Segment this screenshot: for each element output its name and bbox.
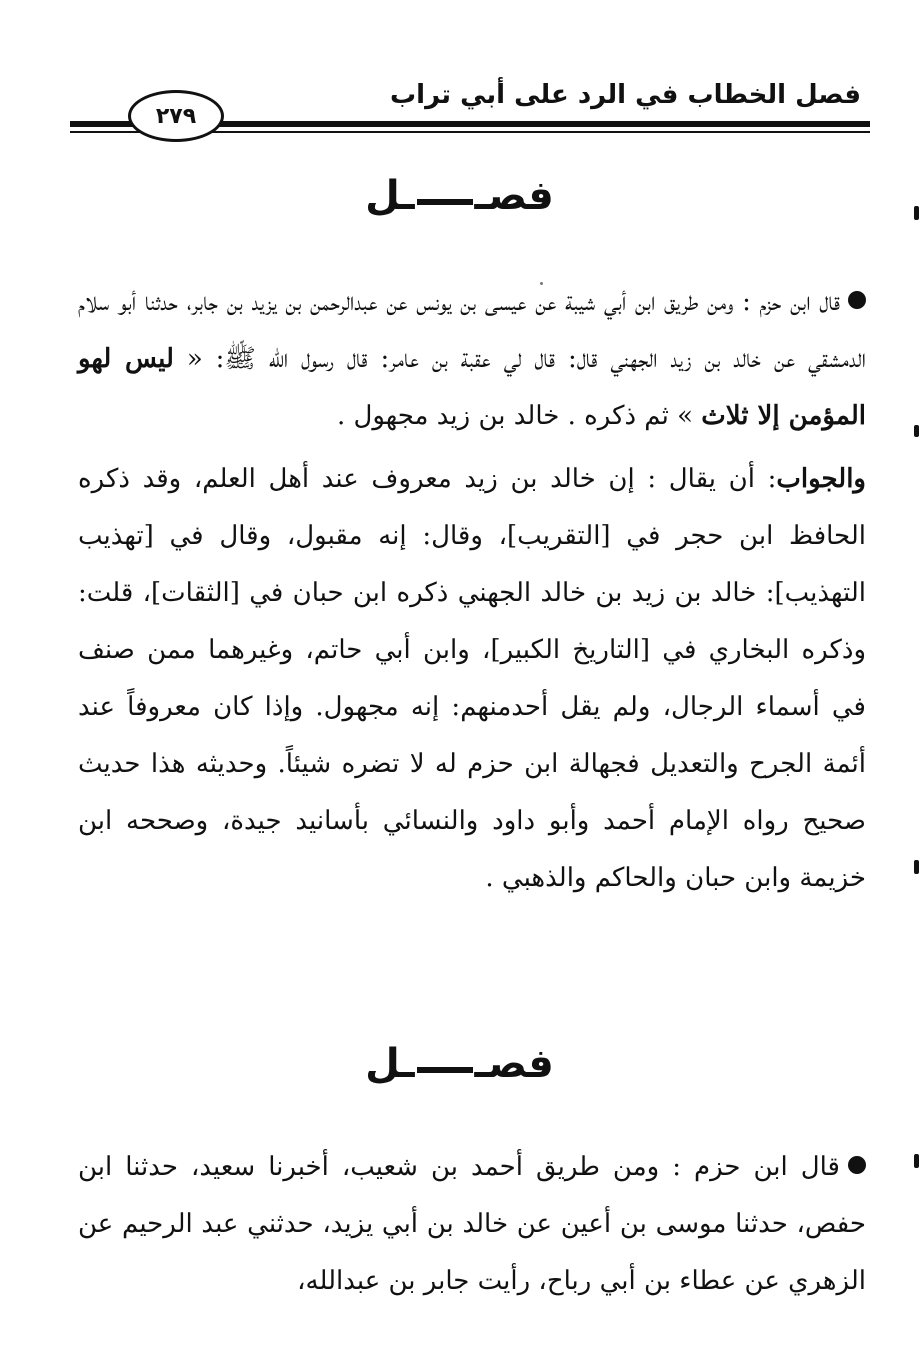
text-run: » ثم ذكره . خالد بن زيد مجهول .: [336, 401, 702, 431]
paragraph: [78, 274, 866, 445]
paragraph: [78, 1139, 866, 1310]
answer-label: والجواب: [776, 464, 866, 494]
section-heading-end: ـل: [365, 1041, 415, 1087]
hadith-text: ليس لهو المؤمن إلا ثلاث: [78, 344, 866, 431]
section-heading: [0, 173, 919, 219]
scan-edge-mark: [914, 860, 919, 874]
bullet-icon: [848, 1156, 866, 1174]
running-title: فصل الخطاب في الرد على أبي تراب: [390, 80, 861, 110]
section-heading-start: فصـ: [474, 173, 554, 219]
section-heading-end: ـل: [365, 173, 415, 219]
kashida-stroke: [417, 199, 473, 205]
paragraph: [78, 451, 866, 907]
section-body: [78, 1139, 866, 1310]
scan-edge-mark: [914, 1154, 919, 1168]
section-heading: [0, 1041, 919, 1087]
scan-speck: [540, 282, 543, 285]
text-run: : أن يقال : إن خالد بن زيد معروف عند أهل العلم، وقد ذكره الحافظ ابن حجر في [التقريب]، وقال: إنه مقبول، وقال في [تهذيب التهذيب]: خالد بن زيد بن خالد الجهني ذكره ابن حبان في [الثقات]، قلت: وذكره البخاري في [التاريخ الكبير]، وابن أبي حاتم، وغيرهما ممن صنف في أسماء الرجال، ولم يقل أحدمنهم: إنه مجهول. وإذا كان معروفاً عند أئمة الجرح والتعديل فجهالة ابن حزم له لا تضره شيئاً. وحديثه هذا حديث صحيح رواه الإمام أحمد وأبو داود والنسائي بأسانيد جيدة، وصححه ابن خزيمة وابن حبان والحاكم والذهبي .: [78, 464, 866, 893]
section-body: [78, 274, 866, 907]
bullet-icon: [848, 291, 866, 309]
text-run: قال ابن حزم : ومن طريق ابن أبي شيبة عن عيسى بن يونس عن عبدالرحمن بن يزيد بن جابر، حدثنا أبو سلام الدمشقي عن خالد بن زيد الجهني قال: قال لي عقبة بن عامر: قال رسول الله ﷺ: «: [78, 287, 866, 374]
scan-edge-mark: [914, 425, 919, 437]
page-number: ٢٧٩: [128, 90, 224, 142]
text-run: قال ابن حزم : ومن طريق أحمد بن شعيب، أخبرنا سعيد، حدثنا ابن حفص، حدثنا موسى بن أعين عن خالد بن أبي يزيد، حدثني عبد الرحيم عن الزهري عن عطاء بن أبي رباح، رأيت جابر بن عبدالله،: [78, 1152, 866, 1296]
scan-edge-mark: [914, 206, 919, 220]
kashida-stroke: [417, 1067, 473, 1073]
section-heading-start: فصـ: [474, 1041, 554, 1087]
